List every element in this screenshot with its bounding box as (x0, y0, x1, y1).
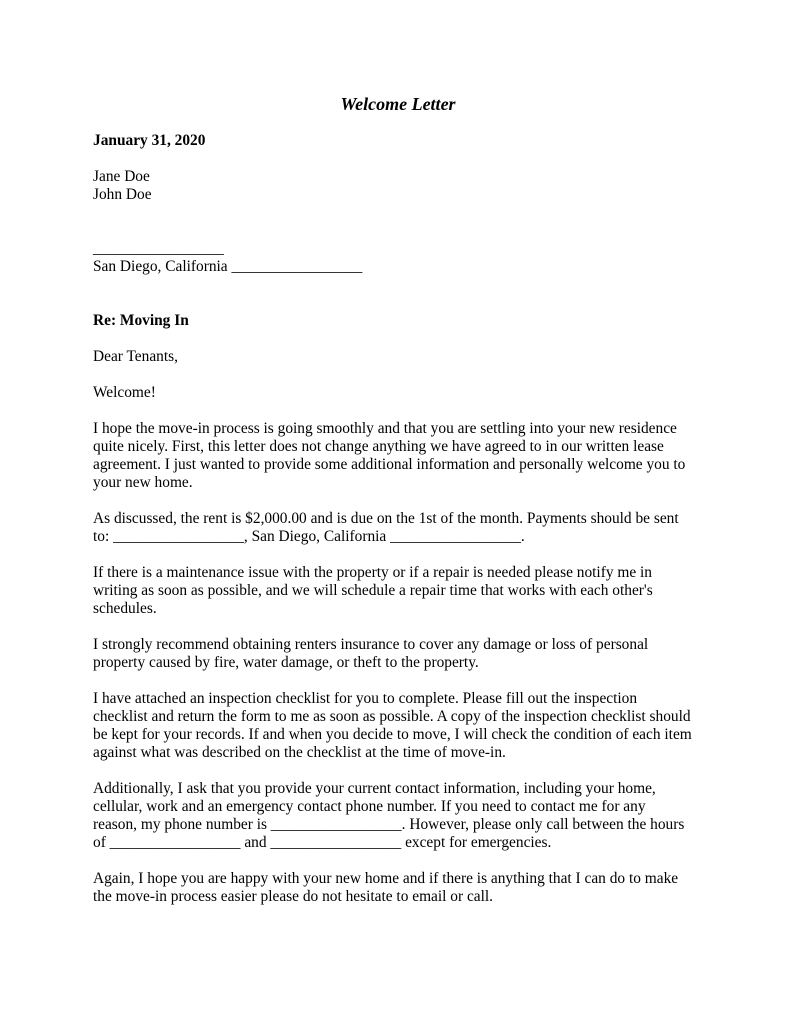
paragraph-line: cellular, work and an emergency contact phone number. If you need to contact me for any (93, 798, 646, 815)
paragraph (93, 564, 703, 618)
paragraph-line: I have attached an inspection checklist for you to complete. Please fill out the inspection (93, 690, 638, 707)
address-line: San Diego, California _________________ (93, 258, 363, 275)
greeting: Welcome! (93, 384, 156, 401)
document-title: Welcome Letter (340, 94, 456, 114)
paragraph (93, 870, 703, 906)
paragraph-line: checklist and return the form to me as soon as possible. A copy of the inspection checklist should (93, 708, 691, 725)
address-line: _________________ (93, 240, 224, 257)
paragraph-line: reason, my phone number is _________________. However, please only call between the hours (93, 816, 685, 833)
paragraph-line: of _________________ and _________________ except for emergencies. (93, 834, 552, 851)
paragraph (93, 420, 703, 492)
recipient-name: John Doe (93, 186, 152, 203)
recipient-address (93, 222, 703, 276)
recipient-name: Jane Doe (93, 168, 150, 185)
paragraph-line: Additionally, I ask that you provide your current contact information, including your home, (93, 780, 656, 797)
paragraph-line: your new home. (93, 474, 193, 491)
letter-body (93, 93, 703, 924)
paragraph-line: schedules. (93, 600, 157, 617)
paragraph-line: to: _________________, San Diego, California _________________. (93, 528, 525, 545)
paragraph-line: against what was described on the checklist at the time of move-in. (93, 744, 506, 761)
paragraph-line: If there is a maintenance issue with the property or if a repair is needed please notify me in (93, 564, 652, 581)
recipients (93, 168, 703, 204)
paragraph-line: I hope the move-in process is going smoothly and that you are settling into your new residence (93, 420, 677, 437)
paragraph (93, 510, 703, 546)
paragraph-line: quite nicely. First, this letter does not change anything we have agreed to in our written lease (93, 438, 664, 455)
paragraph-line: Again, I hope you are happy with your new home and if there is anything that I can do to make (93, 870, 679, 887)
paragraph (93, 636, 703, 672)
paragraph-line: writing as soon as possible, and we will schedule a repair time that works with each other's (93, 582, 653, 599)
paragraph-line: As discussed, the rent is $2,000.00 and is due on the 1st of the month. Payments should be sent (93, 510, 679, 527)
paragraph-line: agreement. I just wanted to provide some additional information and personally welcome you to (93, 456, 686, 473)
salutation: Dear Tenants, (93, 348, 178, 365)
paragraph-line: be kept for your records. If and when you decide to move, I will check the condition of each item (93, 726, 692, 743)
paragraph-line: I strongly recommend obtaining renters insurance to cover any damage or loss of personal (93, 636, 649, 653)
paragraph-line: property caused by fire, water damage, or theft to the property. (93, 654, 479, 671)
paragraph (93, 690, 703, 762)
paragraph (93, 780, 703, 852)
paragraph-line: the move-in process easier please do not hesitate to email or call. (93, 888, 494, 905)
subject-line: Re: Moving In (93, 312, 189, 329)
letter-date: January 31, 2020 (93, 132, 206, 149)
